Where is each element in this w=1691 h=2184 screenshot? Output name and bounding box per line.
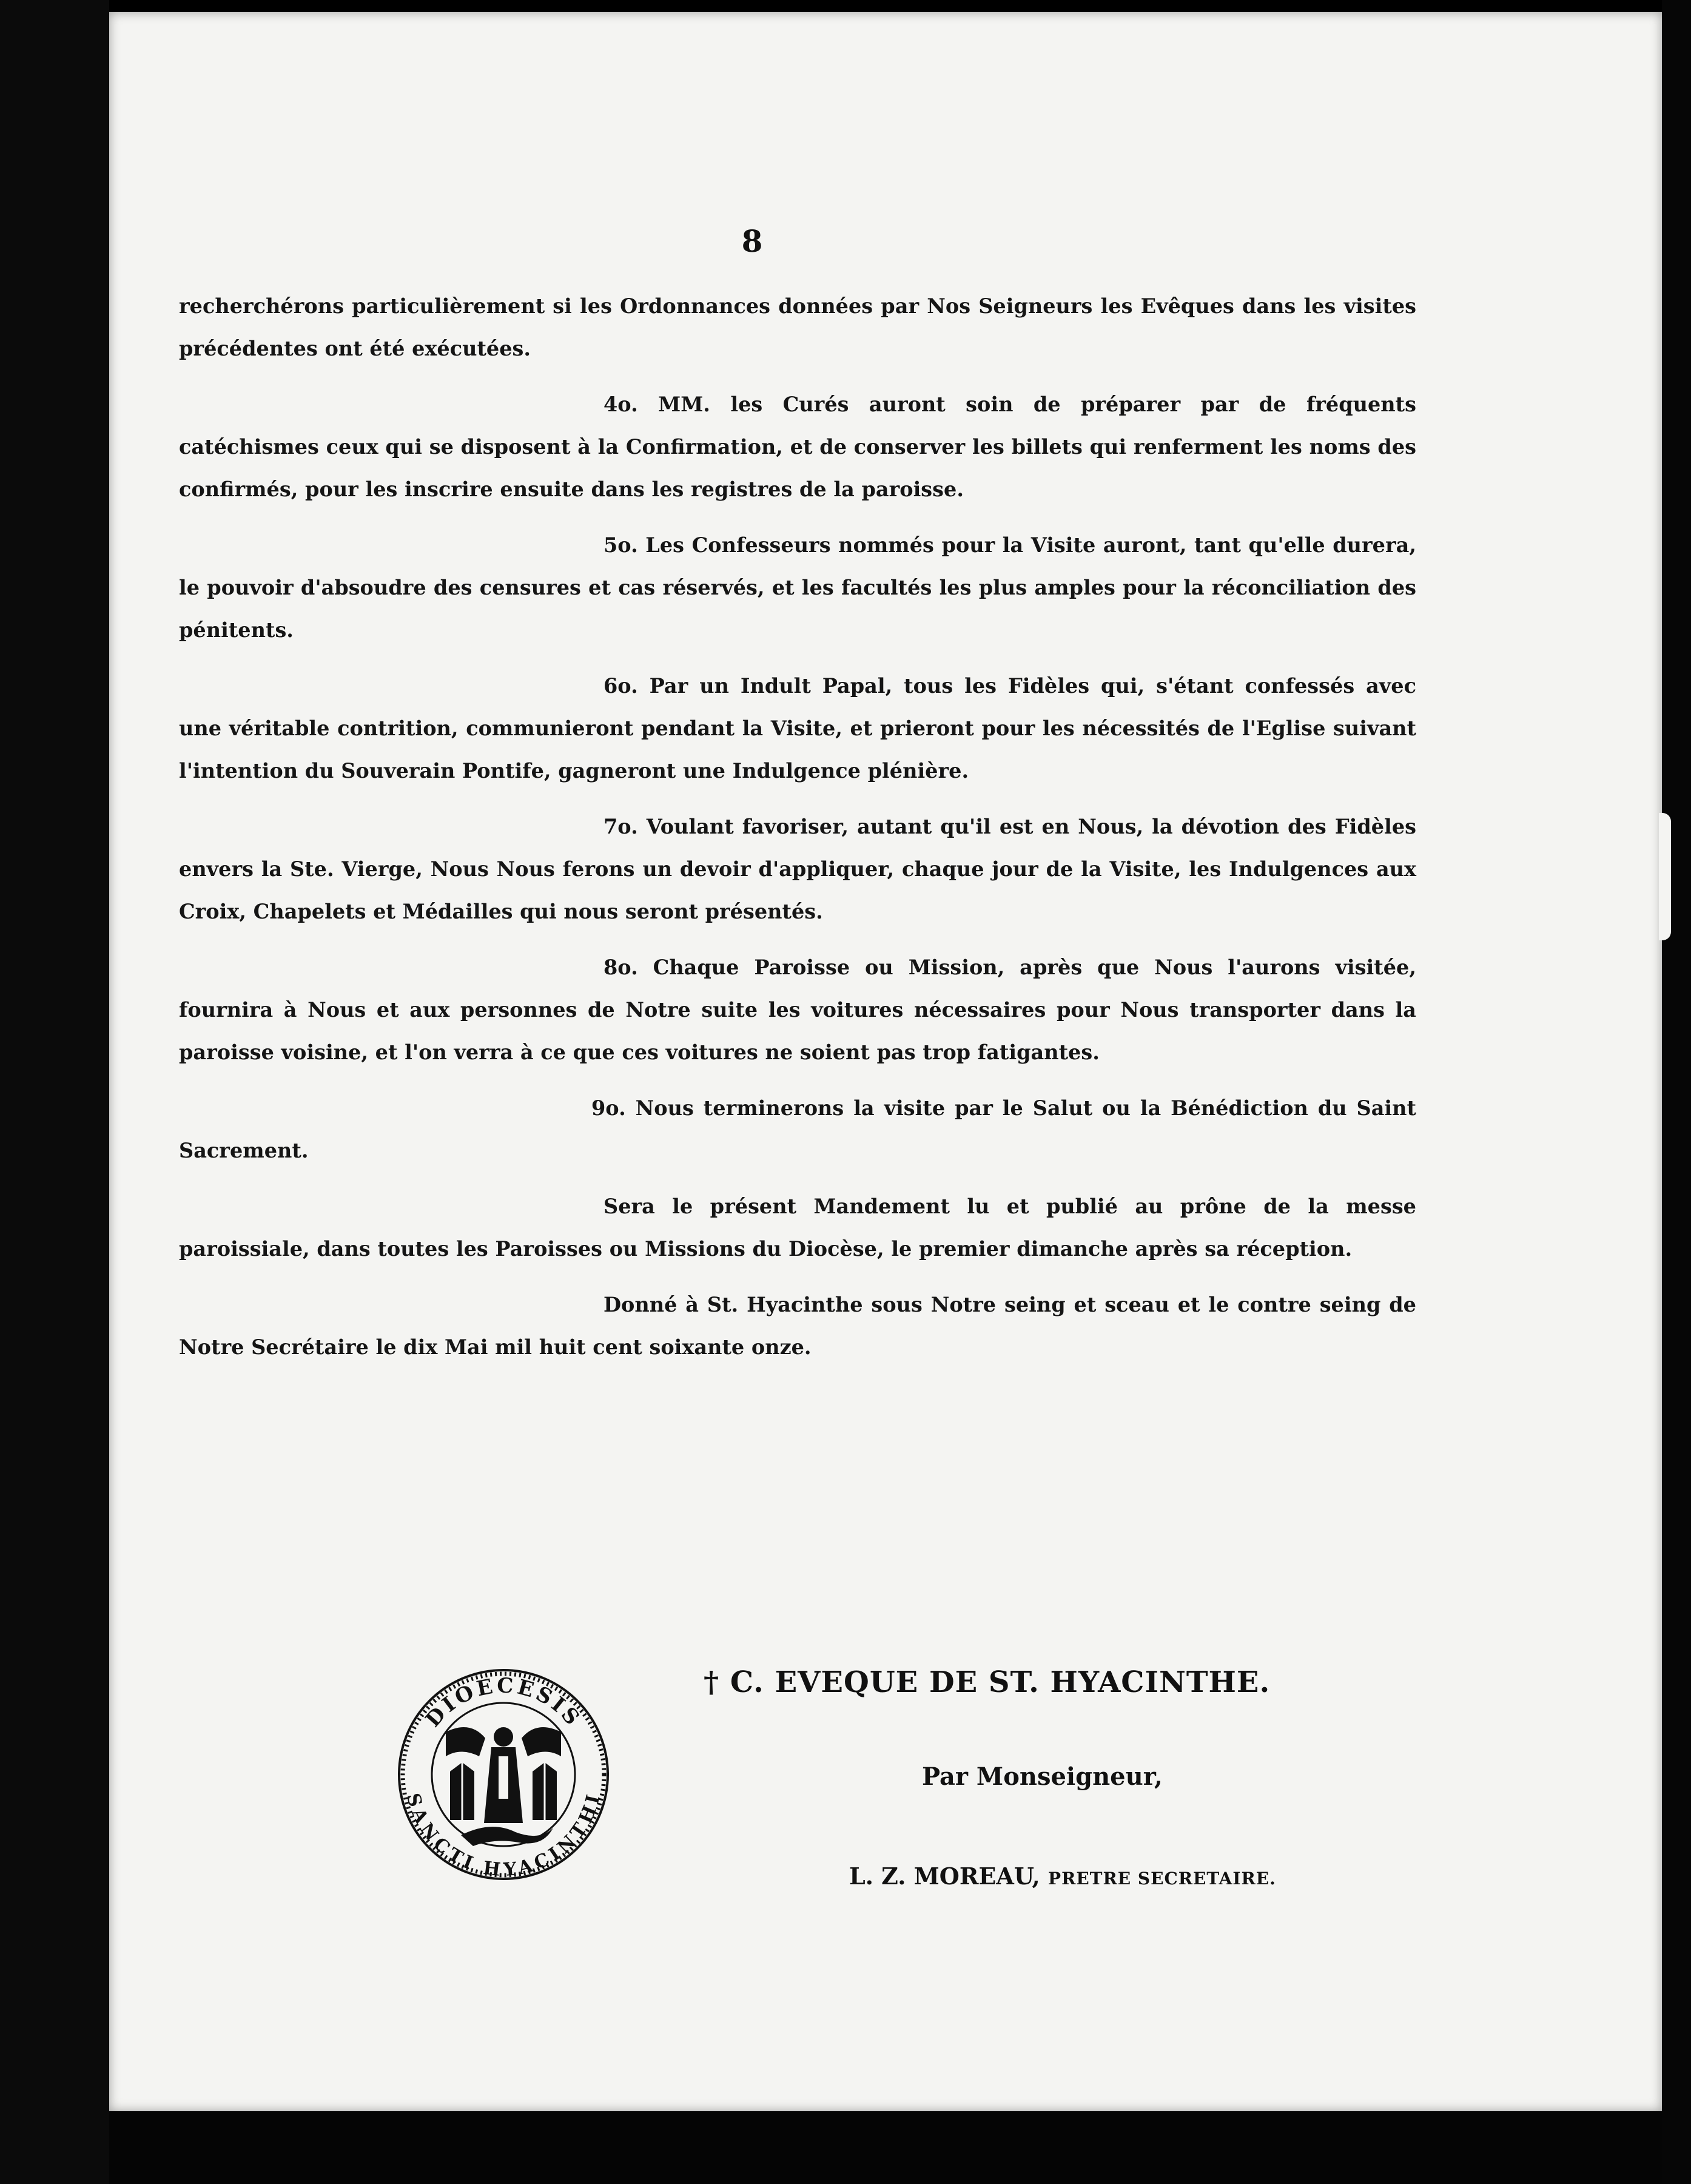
scan-border-right [1662, 0, 1691, 2184]
paragraph-article-6: 6o. Par un Indult Papal, tous les Fidèles qui, s'étant confessés avec une véritable contrition, communieront pendant la Visite, et prieront pour les nécessités de l'Eglise suivant l'intention du Souverain Pontife, gagneront une Indulgence plénière. [179, 674, 1416, 783]
paragraph-continuation: recherchérons particulièrement si les Ordonnances données par Nos Seigneurs les Evêques dans les visites précédentes ont été exécutées. [179, 294, 1416, 360]
document-body [179, 285, 1416, 1369]
seal-top-text: DIOECESIS [420, 1673, 587, 1732]
paragraph-article-4: 4o. MM. les Curés auront soin de préparer par de fréquents catéchismes ceux qui se disposent à la Confirmation, et de conserver les billets qui renferment les noms des confirmés, pour les inscrire ensuite dans les registres de la paroisse. [179, 393, 1416, 501]
scan-border-left [0, 0, 109, 2184]
seal-bottom-text: SANCTI HYACINTHI [402, 1791, 605, 1881]
paragraph-article-9: 9o. Nous terminerons la visite par le Salut ou la Bénédiction du Saint Sacrement. [179, 1096, 1416, 1162]
paragraph-publication: Sera le présent Mandement lu et publié au prône de la messe paroissiale, dans toutes les Paroisses ou Missions du Diocèse, le premier dimanche après sa réception. [179, 1195, 1416, 1261]
secretary-title: PRETRE SECRETAIRE. [1048, 1869, 1276, 1889]
scan-border-bottom [109, 2111, 1662, 2184]
diocese-seal-icon [394, 1665, 613, 1884]
bishop-signature: † C. EVEQUE DE ST. HYACINTHE. [704, 1665, 1271, 1699]
by-order-line: Par Monseigneur, [922, 1762, 1163, 1791]
secretary-signature [849, 1862, 1276, 1890]
paragraph-given-at: Donné à St. Hyacinthe sous Notre seing et sceau et le contre seing de Notre Secrétaire le dix Mai mil huit cent soixante onze. [179, 1293, 1416, 1359]
paragraph-article-7: 7o. Voulant favoriser, autant qu'il est en Nous, la dévotion des Fidèles envers la Ste. Vierge, Nous Nous ferons un devoir d'appliquer, chaque jour de la Visite, les Indulgences aux Croix, Chapelets et Médailles qui nous seront présentés. [179, 815, 1416, 923]
paragraph-article-8: 8o. Chaque Paroisse ou Mission, après que Nous l'aurons visitée, fournira à Nous et aux personnes de Notre suite les voitures nécessaires pour Nous transporter dans la paroisse voisine, et l'on verra à ce que ces voitures ne soient pas trop fatigantes. [179, 956, 1416, 1064]
secretary-name: L. Z. MOREAU, [849, 1862, 1040, 1890]
paragraph-article-5: 5o. Les Confesseurs nommés pour la Visite auront, tant qu'elle durera, le pouvoir d'absoudre des censures et cas réservés, et les facultés les plus amples pour la réconciliation des pénitents. [179, 533, 1416, 642]
page-number: 8 [741, 223, 763, 259]
page-edge-tab [1659, 813, 1671, 940]
